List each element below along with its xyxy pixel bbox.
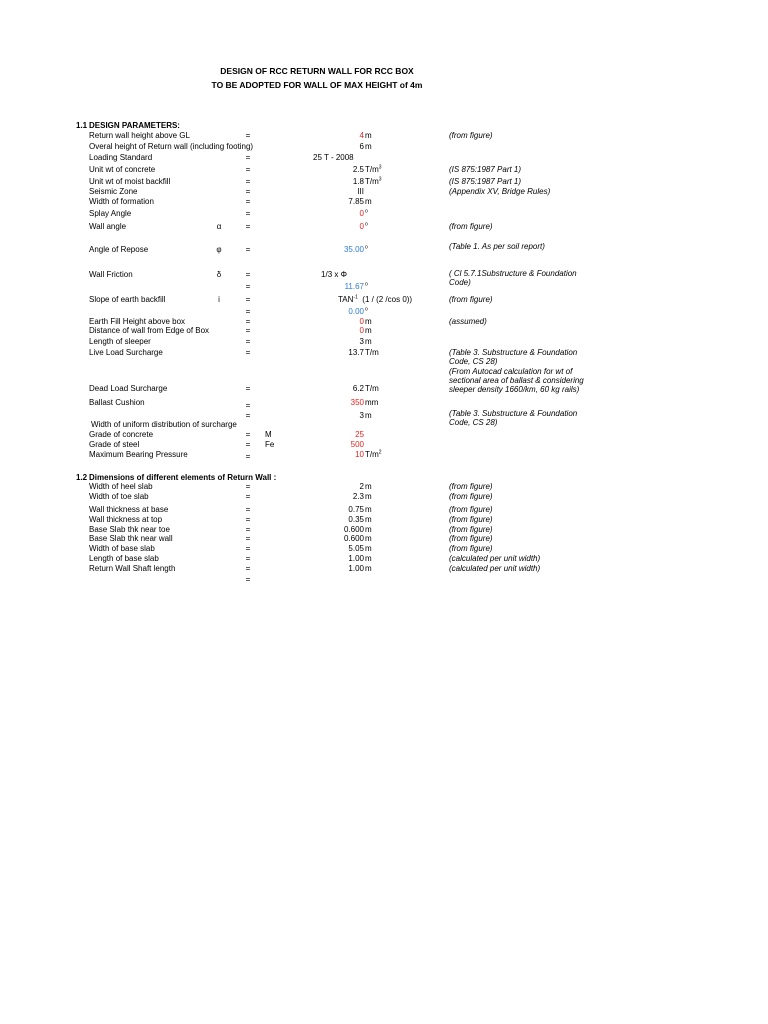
param-note: (from figure)	[449, 131, 493, 140]
equals-sign: =	[245, 187, 251, 196]
param-value: 1.8	[352, 177, 364, 186]
equals-sign: =	[245, 270, 251, 279]
param-value: 3	[359, 337, 364, 346]
param-unit: m	[365, 564, 372, 573]
param-value: 11.67	[344, 282, 364, 291]
param-note: (from figure)	[449, 544, 493, 553]
param-label: Width of heel slab	[89, 482, 153, 491]
param-label: Dead Load Surcharge	[89, 384, 168, 393]
param-label: Width of formation	[89, 197, 154, 206]
equals-sign: =	[245, 326, 251, 335]
param-value: 0	[359, 209, 364, 218]
param-label: Live Load Surcharge	[89, 348, 163, 357]
param-row	[0, 420, 768, 430]
param-unit: $T/m^2$	[365, 449, 382, 459]
param-note: (from figure)	[449, 295, 493, 304]
param-value: 0.75	[348, 505, 364, 514]
param-value: 25 T - 2008	[313, 153, 354, 162]
param-unit: m	[365, 544, 372, 553]
equals-sign: =	[245, 153, 251, 162]
equals-sign: =	[245, 452, 251, 461]
dimension-row	[0, 554, 768, 564]
param-row	[0, 337, 768, 347]
dimension-row	[0, 505, 768, 515]
param-row	[0, 131, 768, 141]
param-row	[0, 450, 768, 460]
dimension-row	[0, 544, 768, 554]
page-title-line-1: DESIGN OF RCC RETURN WALL FOR RCC BOX	[220, 66, 414, 76]
param-label: Wall angle	[89, 222, 127, 231]
param-unit: m	[365, 492, 372, 501]
param-label: Earth Fill Height above box	[89, 317, 186, 326]
param-note: (from figure)	[449, 492, 493, 501]
param-value: III	[357, 187, 364, 196]
param-label: Overal height of Return wall (including footing)	[89, 142, 254, 151]
param-row	[0, 282, 768, 292]
param-row	[0, 209, 768, 219]
param-value: 0.35	[348, 515, 364, 524]
page-title-line-2: TO BE ADOPTED FOR WALL OF MAX HEIGHT of 4m	[211, 80, 423, 90]
section-heading	[0, 121, 768, 131]
param-unit: T/m	[365, 348, 379, 357]
param-row	[0, 242, 768, 255]
equals-sign: =	[245, 222, 251, 231]
param-note: (from figure)	[449, 222, 493, 231]
param-label: Grade of concrete	[89, 430, 154, 439]
param-row	[0, 384, 768, 394]
param-note: (Appendix XV, Bridge Rules)	[449, 187, 551, 196]
param-row	[0, 187, 768, 197]
param-row	[0, 398, 768, 408]
param-unit: m	[365, 515, 372, 524]
param-unit: T/m	[365, 384, 379, 393]
param-note: (assumed)	[449, 317, 487, 326]
param-note: (From Autocad calculation for wt of sectional area of ballast & considering sleeper density 1660/km, 60 kg rails)	[449, 367, 584, 394]
equals-sign: =	[245, 295, 251, 304]
param-note: (from figure)	[449, 525, 493, 534]
param-label: Length of sleeper	[89, 337, 151, 346]
section-number: 1.2	[76, 473, 88, 482]
param-value: 13.7	[348, 348, 364, 357]
equals-sign: =	[245, 131, 251, 140]
dimension-row	[0, 575, 768, 585]
param-value: 1.00	[348, 564, 364, 573]
param-label: Wall Friction	[89, 270, 133, 279]
param-prefix: M	[265, 430, 272, 439]
param-unit: mm	[365, 398, 379, 407]
param-value: 25	[355, 430, 364, 439]
param-value: 0.00	[348, 307, 364, 316]
param-label: Wall thickness at top	[89, 515, 163, 524]
param-note: (IS 875:1987 Part 1)	[449, 165, 522, 174]
param-unit: m	[365, 317, 372, 326]
param-value: 5.05	[348, 544, 364, 553]
param-value: 0.600	[343, 525, 364, 534]
param-unit: $T/m^3$	[365, 164, 382, 174]
phi-symbol: φ	[216, 245, 222, 254]
param-value: 0.600	[343, 534, 364, 543]
param-label: Grade of steel	[89, 440, 140, 449]
param-label: Slope of earth backfill	[89, 295, 166, 304]
param-label: Width of toe slab	[89, 492, 149, 501]
param-row	[0, 222, 768, 232]
section-number: 1.1	[76, 121, 88, 130]
param-value: 0	[359, 317, 364, 326]
param-unit: m	[365, 131, 372, 140]
param-label: Unit wt of moist backfill	[89, 177, 171, 186]
param-row	[0, 430, 768, 440]
param-unit: o	[365, 208, 368, 215]
param-value: 2	[359, 482, 364, 491]
param-label: Splay Angle	[89, 209, 132, 218]
param-unit: m	[365, 534, 372, 543]
equals-sign: =	[245, 440, 251, 449]
param-value: 500	[350, 440, 364, 449]
equals-sign: =	[245, 337, 251, 346]
param-label: Base Slab thk near toe	[89, 525, 170, 534]
param-row	[0, 440, 768, 450]
param-value: 2.3	[352, 492, 364, 501]
equals-sign: =	[245, 482, 251, 491]
dimension-row	[0, 564, 768, 574]
param-row	[0, 326, 768, 336]
equals-sign: =	[245, 505, 251, 514]
param-value: 2.5	[352, 165, 364, 174]
param-unit: m	[365, 142, 372, 151]
param-value: 6	[359, 142, 364, 151]
param-note: ( Cl 5.7.1Substructure & Foundation Code)	[449, 269, 577, 287]
equals-sign: =	[245, 544, 251, 553]
dimension-row	[0, 492, 768, 502]
param-unit: o	[365, 244, 368, 251]
equals-sign: =	[245, 209, 251, 218]
param-label: Length of base slab	[89, 554, 159, 563]
equals-sign: =	[245, 282, 251, 291]
equals-sign: =	[245, 245, 251, 254]
param-note: (Table 3. Substructure & Foundation Code, CS 28)	[449, 409, 578, 427]
param-note: (calculated per unit width)	[449, 554, 541, 563]
equals-sign: =	[245, 165, 251, 174]
param-label: Unit wt of concrete	[89, 165, 156, 174]
dimension-row	[0, 534, 768, 544]
param-value: 4	[359, 131, 364, 140]
param-label: Width of uniform distribution of surcharge	[91, 420, 237, 429]
param-value: 1/3 x Φ	[321, 270, 347, 279]
equals-sign: =	[245, 177, 251, 186]
param-unit: m	[365, 525, 372, 534]
param-unit: m	[365, 326, 372, 335]
equals-sign: =	[245, 307, 251, 316]
param-unit: m	[365, 337, 372, 346]
equals-sign: =	[245, 534, 251, 543]
param-label: Width of base slab	[89, 544, 155, 553]
equals-sign: =	[245, 384, 251, 393]
equals-sign: =	[245, 515, 251, 524]
param-note: (calculated per unit width)	[449, 564, 541, 573]
param-unit: m	[365, 411, 372, 420]
param-unit: m	[365, 505, 372, 514]
param-value: 350	[350, 398, 364, 407]
param-value: 3	[359, 411, 364, 420]
param-label: Loading Standard	[89, 153, 153, 162]
param-note: (IS 875:1987 Part 1)	[449, 177, 522, 186]
dimension-row	[0, 482, 768, 492]
param-formula: $TAN^{-1}$ (1 / (2 /cos 0))	[338, 294, 413, 304]
param-label: Maximum Bearing Pressure	[89, 450, 188, 459]
param-note: (Table 3. Substructure & Foundation Code, CS 28)	[449, 348, 578, 366]
param-value: 6.2	[352, 384, 364, 393]
param-note: (from figure)	[449, 515, 493, 524]
param-prefix: Fe	[265, 440, 275, 449]
section-title: Dimensions of different elements of Return Wall :	[89, 473, 277, 482]
param-unit: o	[365, 281, 368, 288]
equals-sign: =	[245, 554, 251, 563]
equals-sign: =	[245, 411, 251, 420]
param-row	[0, 153, 768, 163]
param-value: 0	[359, 222, 364, 231]
param-unit: m	[365, 482, 372, 491]
param-row	[0, 177, 768, 187]
param-row	[0, 165, 768, 175]
param-label: Return wall height above GL	[89, 131, 190, 140]
param-row	[0, 295, 768, 305]
param-value: 10	[355, 450, 364, 459]
param-label: Base Slab thk near wall	[89, 534, 173, 543]
section-title: DESIGN PARAMETERS:	[89, 121, 180, 130]
param-label: Return Wall Shaft length	[89, 564, 176, 573]
i-symbol: i	[218, 295, 220, 304]
equals-sign: =	[245, 492, 251, 501]
param-note: (from figure)	[449, 534, 493, 543]
equals-sign: =	[245, 317, 251, 326]
param-value: 7.85	[348, 197, 364, 206]
param-row	[0, 197, 768, 207]
param-row	[0, 142, 768, 152]
param-unit: o	[365, 221, 368, 228]
param-row	[0, 307, 768, 317]
equals-sign: =	[245, 575, 251, 584]
equals-sign: =	[245, 430, 251, 439]
param-label: Angle of Repose	[89, 245, 149, 254]
param-unit: o	[365, 306, 368, 313]
param-note: (from figure)	[449, 505, 493, 514]
param-unit: m	[365, 554, 372, 563]
param-note: (from figure)	[449, 482, 493, 491]
param-unit: m	[365, 197, 372, 206]
dimension-row	[0, 515, 768, 525]
param-row	[0, 348, 768, 366]
param-unit: $T/m^3$	[365, 176, 382, 186]
param-label: Wall thickness at base	[89, 505, 169, 514]
delta-symbol: δ	[216, 270, 222, 279]
param-label: Ballast Cushion	[89, 398, 145, 407]
param-note: (Table 1. As per soil report)	[449, 242, 545, 251]
param-value: 0	[359, 326, 364, 335]
equals-sign: =	[245, 401, 251, 410]
alpha-symbol: α	[216, 222, 222, 231]
param-label: Distance of wall from Edge of Box	[89, 326, 210, 335]
param-label: Seismic Zone	[89, 187, 138, 196]
equals-sign: =	[245, 564, 251, 573]
param-value: 35.00	[343, 245, 364, 254]
equals-sign: =	[245, 348, 251, 357]
equals-sign: =	[245, 525, 251, 534]
equals-sign: =	[245, 197, 251, 206]
param-value: 1.00	[348, 554, 364, 563]
